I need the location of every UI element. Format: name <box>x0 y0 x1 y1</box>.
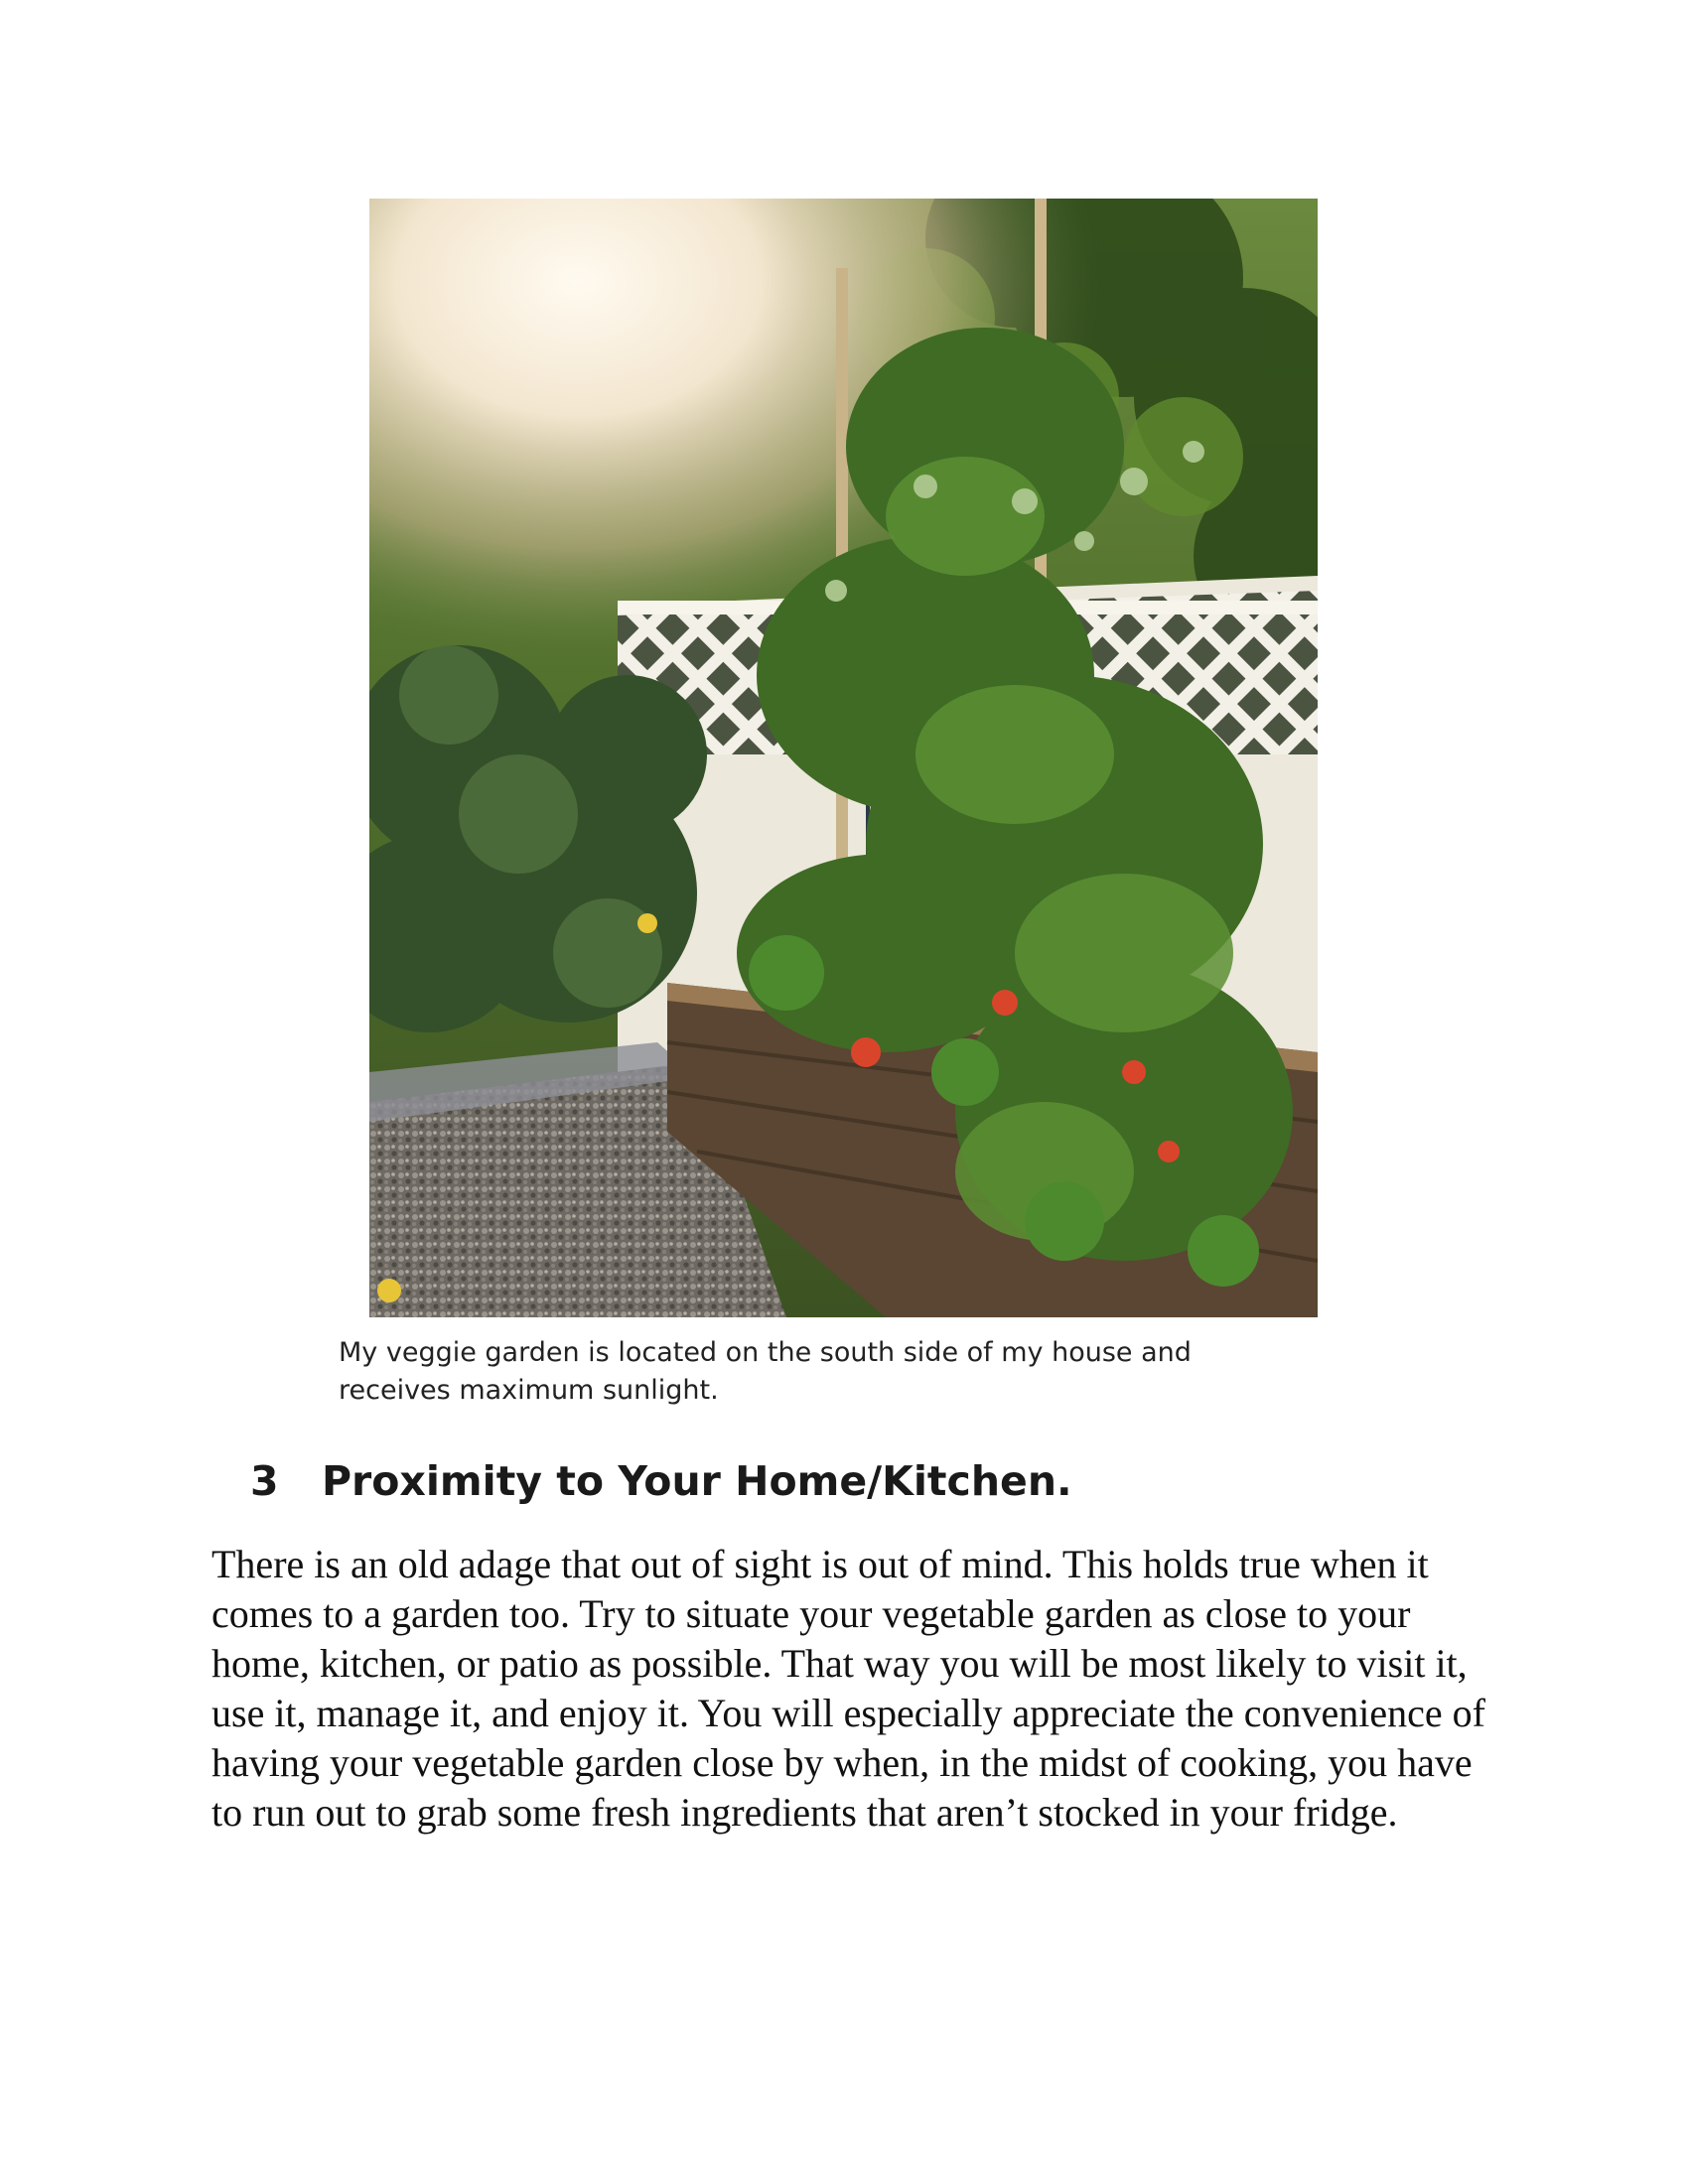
section-number: 3 <box>250 1457 279 1505</box>
garden-photo <box>369 199 1318 1317</box>
section-heading <box>250 1451 1072 1511</box>
figure-caption: My veggie garden is located on the south side of my house and receives maximum sunlight. <box>339 1337 1192 1406</box>
body-paragraph: There is an old adage that out of sight is out of mind. This holds true when it comes to a garden too. Try to situate your vegetable garden as close to your home, kitchen, or patio as possible. That way you will be most likely to visit it, use it, manage it, and enjoy it. You will especially appreciate the convenience of having your vegetable garden close by when, in the midst of cooking, you have to run out to grab some fresh ingredients that aren’t stocked in your fridge. <box>211 1542 1485 1835</box>
section-title: Proximity to Your Home/Kitchen. <box>322 1457 1072 1505</box>
